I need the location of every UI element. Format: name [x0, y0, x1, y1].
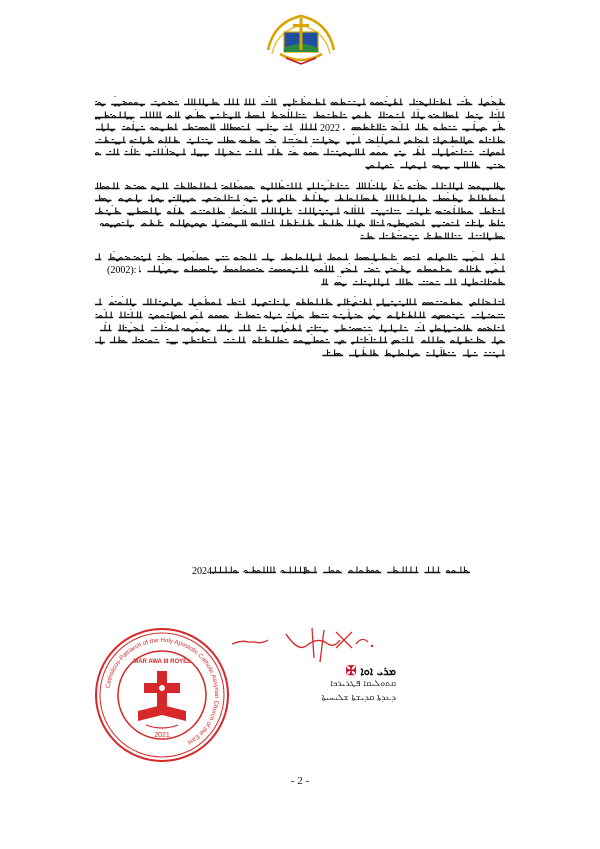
seal-year: 2021 — [154, 732, 170, 739]
signatory-name: ܡܪܝ ܐܘܐ — [360, 665, 396, 678]
signatory-title-1: ܩܬܘܠܝܩܐ ܦܛܪܝܪܟܐ — [330, 679, 396, 689]
page-number: - 2 - — [290, 775, 310, 787]
text-line — [95, 119, 505, 132]
text-line — [95, 249, 505, 262]
text-line — [95, 332, 505, 345]
text-line — [95, 274, 505, 287]
text-line — [95, 132, 505, 145]
letter-body — [95, 94, 505, 365]
signatory-block — [248, 664, 396, 707]
patriarchal-seal-icon — [94, 627, 230, 763]
year-reference: (2002): — [107, 265, 137, 276]
seal-top-text: MAR AWA III ROYEL — [133, 659, 191, 665]
closing-year: 2024. — [192, 566, 215, 576]
script-line — [95, 347, 505, 359]
text-line — [95, 144, 505, 157]
text-line — [95, 228, 505, 241]
closing-day: 1 — [302, 566, 307, 576]
text-line — [95, 320, 505, 333]
text-line — [95, 178, 505, 191]
seal-ring-text: Catholicos-Patriarch of the Holy Apostolic Catholic Assyrian Church of the East — [104, 636, 221, 746]
closing-script — [190, 564, 470, 576]
cross-icon: ✠ — [345, 664, 357, 679]
year-reference: 2022 — [320, 123, 340, 134]
text-line — [95, 157, 505, 170]
text-line — [95, 203, 505, 216]
text-line — [95, 215, 505, 228]
text-line — [95, 94, 505, 107]
church-emblem-icon — [262, 10, 340, 68]
handwritten-signature-icon — [228, 622, 378, 668]
text-line — [95, 190, 505, 203]
text-line — [95, 294, 505, 307]
text-line — [95, 307, 505, 320]
script-line — [95, 159, 505, 171]
text-line — [95, 261, 505, 274]
script-line — [95, 230, 505, 242]
text-line — [95, 345, 505, 358]
signatory-name-line — [248, 664, 396, 679]
script-line — [95, 276, 505, 288]
text-line — [95, 107, 505, 120]
signatory-title-2: ܕܥܕܬܐ ܩܕܝܫܬܐ ܫܠܝܚܝܬܐ — [321, 693, 396, 703]
closing-date-line — [190, 564, 470, 576]
